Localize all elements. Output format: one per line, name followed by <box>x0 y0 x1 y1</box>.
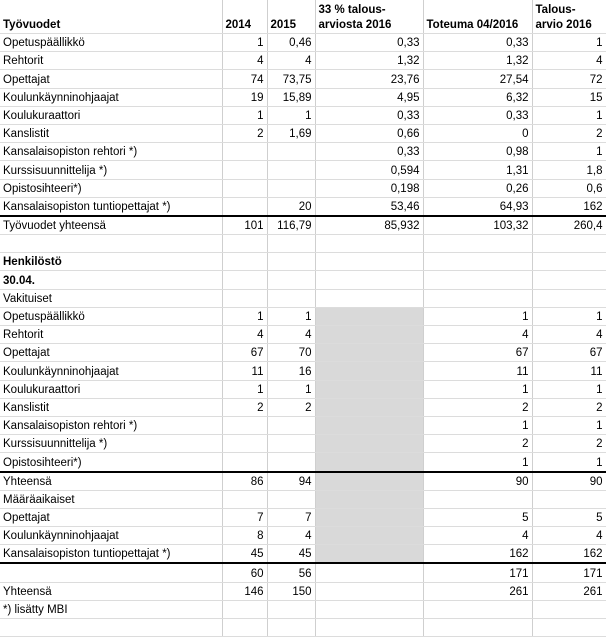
row-label-cell: Rehtorit <box>0 326 222 344</box>
value-cell <box>532 271 606 289</box>
table-row <box>0 253 606 271</box>
value-cell: 0,33 <box>315 143 423 161</box>
value-cell: 103,32 <box>423 216 532 235</box>
value-cell: 162 <box>532 197 606 216</box>
value-cell: 1 <box>222 380 267 398</box>
table-row <box>0 563 606 582</box>
value-cell <box>423 619 532 637</box>
value-cell: 4 <box>423 527 532 545</box>
value-cell <box>222 143 267 161</box>
value-cell <box>532 289 606 307</box>
row-label-cell: Määräaikaiset <box>0 490 222 508</box>
table-row <box>0 619 606 637</box>
table-row <box>0 545 606 564</box>
value-cell: 56 <box>267 563 315 582</box>
row-label-cell: *) lisätty MBI <box>0 600 222 618</box>
value-cell: 0,198 <box>315 179 423 197</box>
value-cell: 0,46 <box>267 34 315 52</box>
table-row <box>0 398 606 416</box>
value-cell <box>532 600 606 618</box>
row-label-cell: Yhteensä <box>0 582 222 600</box>
row-label-cell <box>0 563 222 582</box>
value-cell: 4 <box>222 326 267 344</box>
value-cell <box>222 416 267 434</box>
row-label-cell: 30.04. <box>0 271 222 289</box>
value-cell: 1 <box>267 380 315 398</box>
value-cell <box>222 435 267 453</box>
value-cell <box>315 235 423 253</box>
value-cell: 171 <box>423 563 532 582</box>
value-cell: 1 <box>532 453 606 472</box>
table-row <box>0 527 606 545</box>
row-label-cell: Koulukuraattori <box>0 380 222 398</box>
value-cell: 94 <box>267 472 315 491</box>
value-cell: 67 <box>423 344 532 362</box>
row-label-cell: Työvuodet yhteensä <box>0 216 222 235</box>
header-row <box>0 0 606 34</box>
table-row <box>0 161 606 179</box>
value-cell: 11 <box>222 362 267 380</box>
row-label-cell: Koulunkäynninohjaajat <box>0 527 222 545</box>
value-cell <box>423 235 532 253</box>
table-row <box>0 435 606 453</box>
value-cell: 4 <box>532 52 606 70</box>
value-cell: 1,32 <box>315 52 423 70</box>
table-row <box>0 34 606 52</box>
value-cell <box>267 161 315 179</box>
value-cell: 1 <box>423 453 532 472</box>
value-cell: 70 <box>267 344 315 362</box>
value-cell: 4 <box>267 326 315 344</box>
value-cell: 60 <box>222 563 267 582</box>
value-cell: 5 <box>532 508 606 526</box>
row-label-cell: Opetuspäällikkö <box>0 307 222 325</box>
value-cell <box>315 490 423 508</box>
value-cell: 146 <box>222 582 267 600</box>
value-cell: 2 <box>222 398 267 416</box>
value-cell: 11 <box>532 362 606 380</box>
value-cell <box>532 490 606 508</box>
table-row <box>0 453 606 472</box>
value-cell: 101 <box>222 216 267 235</box>
value-cell <box>315 362 423 380</box>
header-cell-title: Työvuodet <box>0 0 222 34</box>
value-cell <box>267 253 315 271</box>
row-label-cell: Opetuspäällikkö <box>0 34 222 52</box>
value-cell: 7 <box>267 508 315 526</box>
value-cell: 11 <box>423 362 532 380</box>
value-cell: 73,75 <box>267 70 315 88</box>
value-cell <box>267 600 315 618</box>
value-cell: 0,33 <box>315 106 423 124</box>
table-row <box>0 52 606 70</box>
value-cell: 116,79 <box>267 216 315 235</box>
value-cell: 90 <box>423 472 532 491</box>
value-cell <box>267 235 315 253</box>
value-cell <box>315 527 423 545</box>
value-cell: 0,98 <box>423 143 532 161</box>
value-cell: 2 <box>532 124 606 142</box>
value-cell <box>267 179 315 197</box>
value-cell: 261 <box>423 582 532 600</box>
value-cell <box>423 289 532 307</box>
header-cell-budget-33: 33 % talous-arviosta 2016 <box>315 0 423 34</box>
value-cell: 85,932 <box>315 216 423 235</box>
value-cell <box>532 619 606 637</box>
value-cell: 2 <box>423 435 532 453</box>
value-cell: 0,33 <box>423 34 532 52</box>
table-row <box>0 235 606 253</box>
table-row <box>0 344 606 362</box>
value-cell: 1 <box>423 416 532 434</box>
table-row <box>0 197 606 216</box>
table-row <box>0 326 606 344</box>
value-cell: 1 <box>423 307 532 325</box>
value-cell <box>222 161 267 179</box>
row-label-cell: Rehtorit <box>0 52 222 70</box>
row-label-cell <box>0 619 222 637</box>
table-row <box>0 70 606 88</box>
value-cell: 4 <box>532 527 606 545</box>
value-cell: 20 <box>267 197 315 216</box>
value-cell: 67 <box>532 344 606 362</box>
value-cell <box>532 253 606 271</box>
value-cell <box>267 289 315 307</box>
value-cell: 5 <box>423 508 532 526</box>
row-label-cell: Opistosihteeri*) <box>0 179 222 197</box>
table-row <box>0 143 606 161</box>
value-cell: 162 <box>532 545 606 564</box>
value-cell: 1 <box>267 106 315 124</box>
value-cell: 90 <box>532 472 606 491</box>
value-cell: 0,6 <box>532 179 606 197</box>
row-label-cell: Opettajat <box>0 70 222 88</box>
value-cell: 1 <box>267 307 315 325</box>
value-cell: 74 <box>222 70 267 88</box>
value-cell: 171 <box>532 563 606 582</box>
value-cell <box>532 235 606 253</box>
value-cell: 27,54 <box>423 70 532 88</box>
row-label-cell: Koulukuraattori <box>0 106 222 124</box>
value-cell <box>315 600 423 618</box>
value-cell <box>267 416 315 434</box>
row-label-cell: Kansalaisopiston tuntiopettajat *) <box>0 197 222 216</box>
table-row <box>0 600 606 618</box>
value-cell: 1 <box>532 106 606 124</box>
row-label-cell <box>0 235 222 253</box>
value-cell: 23,76 <box>315 70 423 88</box>
value-cell: 1,69 <box>267 124 315 142</box>
value-cell <box>423 600 532 618</box>
table-row <box>0 289 606 307</box>
value-cell <box>315 253 423 271</box>
value-cell: 4 <box>532 326 606 344</box>
value-cell: 4 <box>423 326 532 344</box>
table-row <box>0 416 606 434</box>
table-row <box>0 124 606 142</box>
value-cell <box>423 253 532 271</box>
header-cell-2014: 2014 <box>222 0 267 34</box>
value-cell <box>315 307 423 325</box>
value-cell <box>222 289 267 307</box>
value-cell: 1,32 <box>423 52 532 70</box>
value-cell: 53,46 <box>315 197 423 216</box>
value-cell: 6,32 <box>423 88 532 106</box>
value-cell <box>423 271 532 289</box>
value-cell <box>315 619 423 637</box>
row-label-cell: Kansalaisopiston tuntiopettajat *) <box>0 545 222 564</box>
row-label-cell: Vakituiset <box>0 289 222 307</box>
value-cell <box>222 197 267 216</box>
header-cell-budget-2016: Talous-arvio 2016 <box>532 0 606 34</box>
value-cell: 0,33 <box>423 106 532 124</box>
value-cell: 1 <box>532 34 606 52</box>
header-cell-actual: Toteuma 04/2016 <box>423 0 532 34</box>
value-cell: 0,66 <box>315 124 423 142</box>
value-cell <box>315 508 423 526</box>
value-cell: 7 <box>222 508 267 526</box>
value-cell <box>222 600 267 618</box>
value-cell: 45 <box>222 545 267 564</box>
value-cell: 1,31 <box>423 161 532 179</box>
table-row <box>0 106 606 124</box>
table-row <box>0 216 606 235</box>
row-label-cell: Henkilöstö <box>0 253 222 271</box>
value-cell <box>315 453 423 472</box>
value-cell <box>423 490 532 508</box>
value-cell: 2 <box>222 124 267 142</box>
value-cell: 260,4 <box>532 216 606 235</box>
value-cell <box>267 619 315 637</box>
value-cell <box>267 143 315 161</box>
value-cell <box>315 472 423 491</box>
row-label-cell: Kurssisuunnittelija *) <box>0 161 222 179</box>
value-cell <box>222 253 267 271</box>
value-cell: 67 <box>222 344 267 362</box>
value-cell: 16 <box>267 362 315 380</box>
value-cell <box>315 326 423 344</box>
value-cell <box>315 289 423 307</box>
row-label-cell: Kansalaisopiston rehtori *) <box>0 416 222 434</box>
value-cell <box>315 398 423 416</box>
value-cell: 0,26 <box>423 179 532 197</box>
value-cell <box>222 235 267 253</box>
value-cell <box>315 435 423 453</box>
value-cell <box>222 453 267 472</box>
value-cell: 4 <box>267 52 315 70</box>
value-cell: 1 <box>532 380 606 398</box>
value-cell: 19 <box>222 88 267 106</box>
value-cell: 1 <box>532 143 606 161</box>
value-cell: 1 <box>532 416 606 434</box>
table-row <box>0 88 606 106</box>
row-label-cell: Kanslistit <box>0 124 222 142</box>
value-cell <box>222 490 267 508</box>
table-row <box>0 307 606 325</box>
value-cell: 150 <box>267 582 315 600</box>
header-cell-2015: 2015 <box>267 0 315 34</box>
value-cell: 1,8 <box>532 161 606 179</box>
value-cell: 2 <box>267 398 315 416</box>
value-cell <box>222 271 267 289</box>
value-cell: 45 <box>267 545 315 564</box>
row-label-cell: Kansalaisopiston rehtori *) <box>0 143 222 161</box>
value-cell: 15 <box>532 88 606 106</box>
value-cell <box>267 453 315 472</box>
value-cell: 4 <box>222 52 267 70</box>
value-cell: 0,594 <box>315 161 423 179</box>
value-cell: 4 <box>267 527 315 545</box>
value-cell <box>267 435 315 453</box>
table-row <box>0 472 606 491</box>
row-label-cell: Opettajat <box>0 344 222 362</box>
value-cell: 2 <box>423 398 532 416</box>
value-cell: 1 <box>222 34 267 52</box>
table-row <box>0 179 606 197</box>
row-label-cell: Opettajat <box>0 508 222 526</box>
value-cell: 261 <box>532 582 606 600</box>
value-cell: 72 <box>532 70 606 88</box>
value-cell <box>222 179 267 197</box>
value-cell: 2 <box>532 435 606 453</box>
value-cell <box>315 380 423 398</box>
value-cell: 15,89 <box>267 88 315 106</box>
value-cell <box>267 271 315 289</box>
value-cell: 1 <box>423 380 532 398</box>
table-row <box>0 271 606 289</box>
value-cell <box>315 416 423 434</box>
value-cell <box>267 490 315 508</box>
value-cell: 4,95 <box>315 88 423 106</box>
value-cell <box>222 619 267 637</box>
value-cell: 1 <box>532 307 606 325</box>
value-cell: 0,33 <box>315 34 423 52</box>
value-cell <box>315 563 423 582</box>
row-label-cell: Koulunkäynninohjaajat <box>0 362 222 380</box>
value-cell: 86 <box>222 472 267 491</box>
value-cell: 0 <box>423 124 532 142</box>
row-label-cell: Opistosihteeri*) <box>0 453 222 472</box>
value-cell: 1 <box>222 307 267 325</box>
table-row <box>0 490 606 508</box>
value-cell <box>315 271 423 289</box>
table-row <box>0 362 606 380</box>
value-cell: 8 <box>222 527 267 545</box>
value-cell <box>315 545 423 564</box>
value-cell <box>315 344 423 362</box>
value-cell: 2 <box>532 398 606 416</box>
row-label-cell: Kanslistit <box>0 398 222 416</box>
row-label-cell: Yhteensä <box>0 472 222 491</box>
table-row <box>0 380 606 398</box>
value-cell: 1 <box>222 106 267 124</box>
value-cell: 64,93 <box>423 197 532 216</box>
value-cell: 162 <box>423 545 532 564</box>
table-row <box>0 508 606 526</box>
row-label-cell: Kurssisuunnittelija *) <box>0 435 222 453</box>
row-label-cell: Koulunkäynninohjaajat <box>0 88 222 106</box>
